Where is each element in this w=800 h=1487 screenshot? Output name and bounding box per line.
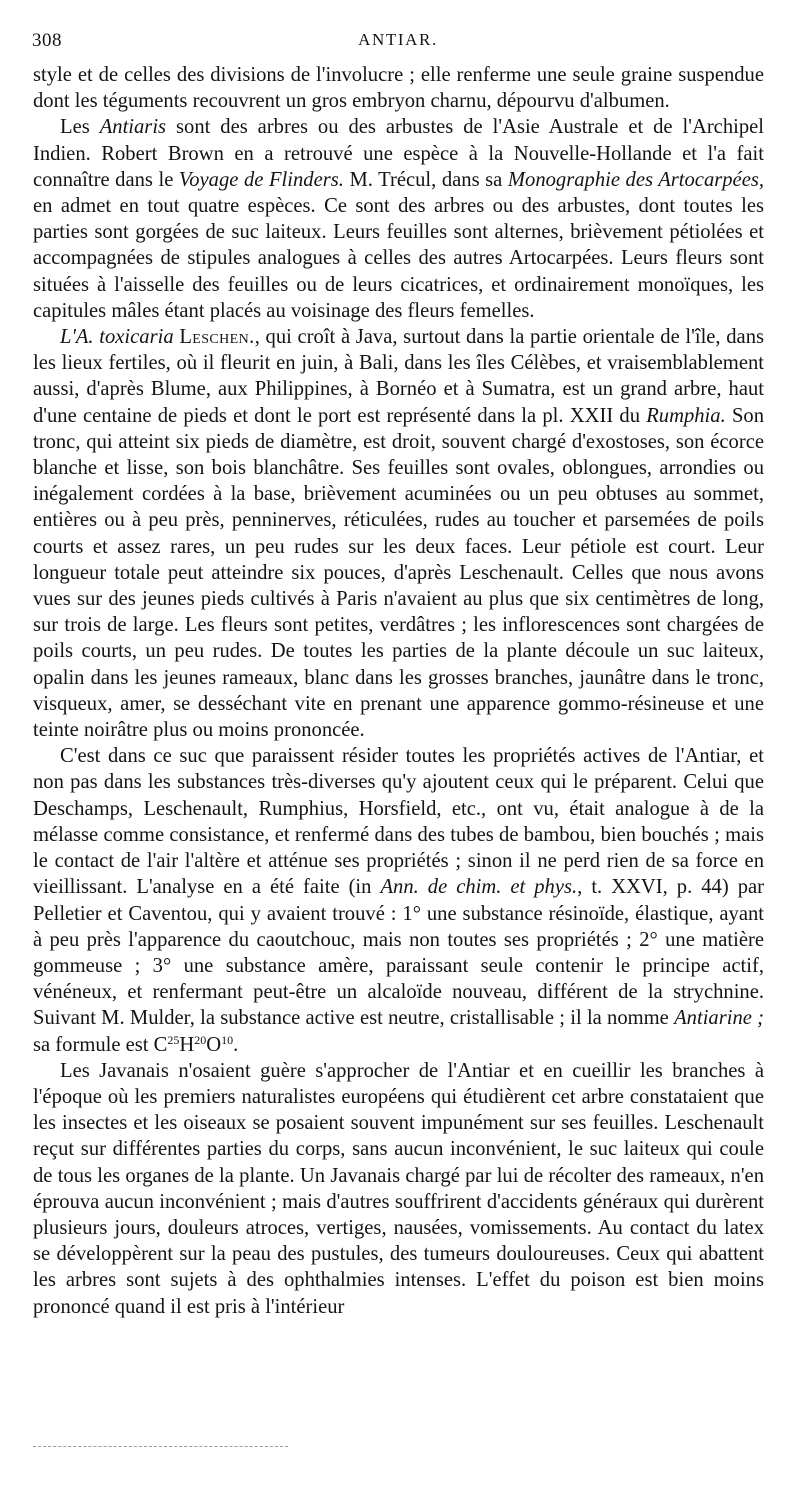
paragraph: [33, 1058, 764, 1320]
formula-subscript: 20: [194, 1032, 207, 1047]
page-header: [32, 30, 764, 56]
text-run: H: [179, 1033, 195, 1056]
text-run: Les Javanais n'osaient guère s'approcher de l'Antiar et en cueillir les branches à l'époque où les premiers naturalistes européens qui étudièrent cet arbre constataient que les insectes et les oiseaux se posaient souvent impunément sur ses feuilles. Leschenault reçut sur différentes parties du corps, sans aucun inconvénient, le suc laiteux qui coule de tous les organes de la plante. Un Javanais chargé par lui de récolter des rameaux, n'en éprouva aucun inconvénient ; mais d'autres souffrirent d'accidents généraux qui durèrent plusieurs jours, douleurs atroces, vertiges, nausées, vomissements. Au contact du latex se développèrent sur la peau des pustules, des tumeurs douloureuses. Ceux qui abattent les arbres sont sujets à des ophthalmies intenses. L'effet du poison est bien moins prononcé quand il est pris à l'intérieur: [33, 1059, 764, 1318]
page-number: 308: [32, 30, 62, 51]
italic-text: Antiarine ;: [674, 1007, 764, 1030]
text-run: en admet en tout quatre espèces. Ce sont des arbres ou des arbustes, dont toutes les parties sont gorgées de suc laiteux. Leurs feuilles sont alternes, brièvement pétiolées et accompagnées de stipules analogues à celles des autres Artocarpées. Leurs fleurs sont situées à l'aisselle des feuilles ou de leurs cicatrices, et ordinairement monoïques, les capitules mâles étant placés au voisinage des fleurs femelles.: [33, 195, 764, 322]
text-run: sa formule est C: [33, 1033, 168, 1056]
italic-text: L'A. toxicaria: [60, 326, 174, 349]
running-title: ANTIAR.: [358, 30, 438, 49]
paragraph: [33, 62, 764, 114]
text-run: .: [233, 1033, 239, 1056]
text-run: C'est dans ce suc que paraissent résider toutes les propriétés actives de l'Antiar, et non pas dans les substances très-diverses qu'y ajoutent ceux qui le préparent. Celui que Deschamps, Leschenault, Rumphius, Horsfield, etc., ont vu, était analogue à de la mélasse comme consistance, et renfermé dans des tubes de bambou, bien bouchés ; mais le contact de l'air l'altère et atténue ses propriétés ; sinon il ne perd rien de sa force en vieillissant. L'analyse en a été faite (in: [33, 745, 764, 899]
italic-text: Voyage de Flinders.: [178, 168, 344, 191]
text-run: style et de celles des divisions de l'involucre ; elle renferme une seule graine suspendue dont les téguments recouvrent un gros embryon charnu, dépourvu d'albumen.: [33, 64, 764, 113]
italic-text: Monographie des Artocarpées,: [507, 168, 764, 191]
text-run: Les: [60, 116, 100, 139]
body-text: [33, 62, 764, 1320]
formula-subscript: 10: [221, 1032, 234, 1047]
text-run: , qui croît à Java, surtout dans la partie orientale de l'île, dans les lieux fertiles, où il fleurit en juin, à Bali, dans les îles Célèbes, et vraisemblablement aussi, d'après Blume, aux Philippines, à Bornéo et à Sumatra, est un grand arbre, haut d'une centaine de pieds et dont le port est représenté dans la pl. XXII du: [33, 326, 764, 427]
text-run: Son tronc, qui atteint six pieds de diamètre, est droit, souvent chargé d'exostoses, son écorce blanche et lisse, son bois blanchâtre. Ses feuilles sont ovales, oblongues, arrondies ou inégalement cordées à la base, brièvement acuminées ou un peu obtuses au sommet, entières ou à peu près, penninerves, réticulées, rudes au toucher et parsemées de poils courts et assez rares, un peu rudes sur les deux faces. Leur pétiole est court. Leur longueur totale peut atteindre six pouces, d'après Leschenault. Celles que nous avons vues sur des jeunes pieds cultivés à Paris n'avaient au plus que six centimètres de long, sur trois de large. Les fleurs sont petites, verdâtres ; les inflorescences sont chargées de poils courts, un peu rudes. De toutes les parties de la plante découle un suc laiteux, opalin dans les jeunes rameaux, blanc dans les grosses branches, jaunâtre dans le tronc, visqueux, amer, se desséchant vite en prenant une apparence gommo-résineuse et une teinte noirâtre plus ou moins prononcée.: [33, 404, 764, 742]
text-run: O: [206, 1033, 222, 1056]
paragraph: [33, 324, 764, 743]
italic-text: Ann. de chim. et phys.: [380, 876, 578, 899]
italic-text: Antiaris: [99, 116, 167, 139]
italic-text: Rumphia.: [646, 404, 726, 427]
footer-rule: [33, 1446, 288, 1447]
paragraph: [33, 743, 764, 1057]
formula-subscript: 25: [167, 1032, 180, 1047]
text-run: sont des arbres ou des arbustes de l'Asie Australe et de l'Archipel Indien. Robert Brown en a retrouvé une espèce à la Nouvelle-Hollande et l'a fait connaître dans le: [33, 116, 764, 191]
text-run: , t. XXVI, p. 44) par Pelletier et Caventou, qui y avaient trouvé : 1° une substance résinoïde, élastique, ayant à peu près l'apparence du caoutchouc, mais non toutes ses propriétés ; 2° une matière gommeuse ; 3° une substance amère, paraissant seule contenir le principe actif, vénéneux, et renfermant peut-être un alcaloïde nouveau, différent de la strychnine. Suivant M. Mulder, la substance active est neutre, cristallisable ; il la nomme: [33, 876, 765, 1030]
author-abbreviation: Leschen.: [179, 326, 255, 349]
text-run: M. Trécul, dans sa: [343, 168, 508, 191]
paragraph: [33, 114, 764, 324]
